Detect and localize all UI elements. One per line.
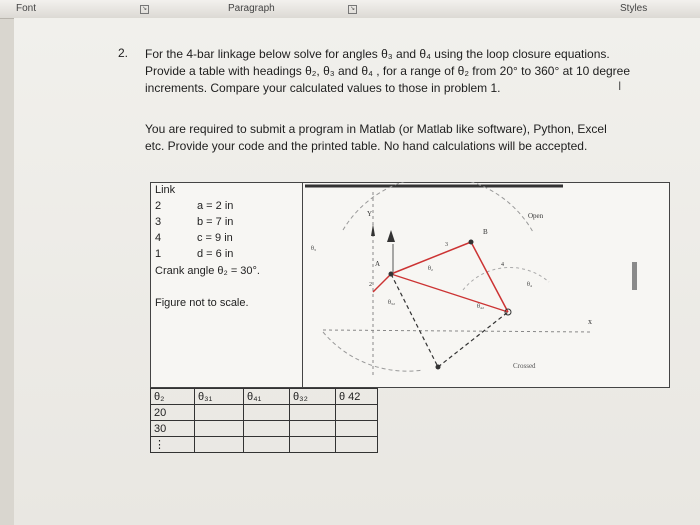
table-cell[interactable]: [336, 421, 378, 437]
table-header-cell: θ 42: [336, 389, 378, 405]
scroll-indicator[interactable]: [632, 262, 637, 290]
table-cell[interactable]: [195, 421, 244, 437]
table-cell[interactable]: [195, 405, 244, 421]
question-line-1: For the 4-bar linkage below solve for angles θ₃ and θ₄ using the loop closure equations.: [145, 47, 610, 61]
table-cell[interactable]: [290, 405, 336, 421]
question-line-3: increments. Compare your calculated values to those in problem 1.: [145, 81, 501, 95]
table-cell[interactable]: [290, 437, 336, 453]
question-line-4: You are required to submit a program in Matlab (or Matlab like software), Python, Excel: [145, 122, 607, 136]
open-label: Open: [528, 212, 544, 220]
table-header-cell: θ₄₁: [244, 389, 290, 405]
table-cell[interactable]: [336, 437, 378, 453]
x-axis-line: [323, 330, 593, 332]
table-header-cell: θ₃₁: [195, 389, 244, 405]
linkage-diagram: [303, 182, 670, 393]
table-cell[interactable]: [244, 437, 290, 453]
crossed-link-4: [438, 312, 508, 367]
paragraph-group-label: Paragraph: [228, 3, 275, 14]
joint-b-label: B: [483, 228, 488, 236]
x-axis-label: x: [588, 317, 592, 326]
theta42-label: θ₄₂: [477, 304, 485, 310]
question-line-5: etc. Provide your code and the printed table. No hand calculations will be accepted.: [145, 139, 588, 153]
table-header-row: [151, 389, 378, 405]
ribbon: [0, 0, 700, 19]
table-header-cell: θ₂: [151, 389, 195, 405]
table-cell[interactable]: [195, 437, 244, 453]
results-table: [150, 388, 378, 453]
table-row: [151, 405, 378, 421]
crank-angle-text: Crank angle θ₂ = 30°.: [155, 265, 260, 277]
theta3-label: θ₃: [311, 246, 316, 252]
font-group-label: Font: [16, 3, 37, 14]
link-4-label: 4: [501, 262, 504, 268]
table-header-cell: θ₃₂: [290, 389, 336, 405]
font-dialog-launcher-icon[interactable]: ↘: [141, 6, 148, 12]
table-row: [151, 437, 378, 453]
styles-group-label: Styles: [620, 3, 648, 14]
theta4-label: θ₄: [527, 282, 532, 288]
table-cell[interactable]: 30: [151, 421, 195, 437]
theta2-label: θ₂: [428, 266, 433, 272]
legend-title: Link: [155, 184, 176, 196]
table-cell[interactable]: 20: [151, 405, 195, 421]
question-number: 2.: [118, 46, 129, 60]
link-2-label: 2: [369, 282, 372, 288]
figure-note: Figure not to scale.: [155, 297, 249, 309]
text-cursor-icon: I: [618, 79, 622, 93]
crossed-link-3: [391, 274, 438, 367]
joint-a-label: A: [375, 260, 381, 268]
y-axis-label: Y: [367, 210, 373, 218]
table-cell[interactable]: [244, 421, 290, 437]
table-cell[interactable]: [244, 405, 290, 421]
table-row: [151, 421, 378, 437]
link-3-label: 3: [445, 242, 448, 248]
table-cell[interactable]: [336, 405, 378, 421]
paragraph-dialog-launcher-icon[interactable]: ↘: [349, 6, 356, 12]
theta32-label: θ₃₂: [388, 300, 396, 306]
table-cell[interactable]: ⋮: [151, 437, 195, 453]
link-2-line: [373, 274, 391, 292]
question-line-2: Provide a table with headings θ₂, θ₃ and θ₄ , for a range of θ₂ from 20° to 360° at 10 degree: [145, 64, 631, 78]
crossed-label: Crossed: [513, 362, 536, 370]
table-cell[interactable]: [290, 421, 336, 437]
link-legend: Link 2 a = 2 in 3 b = 7 in 4 c = 9 in 1 d = 6 in Crank angle θ₂ = 30°. Figure not to scale.: [150, 182, 303, 388]
